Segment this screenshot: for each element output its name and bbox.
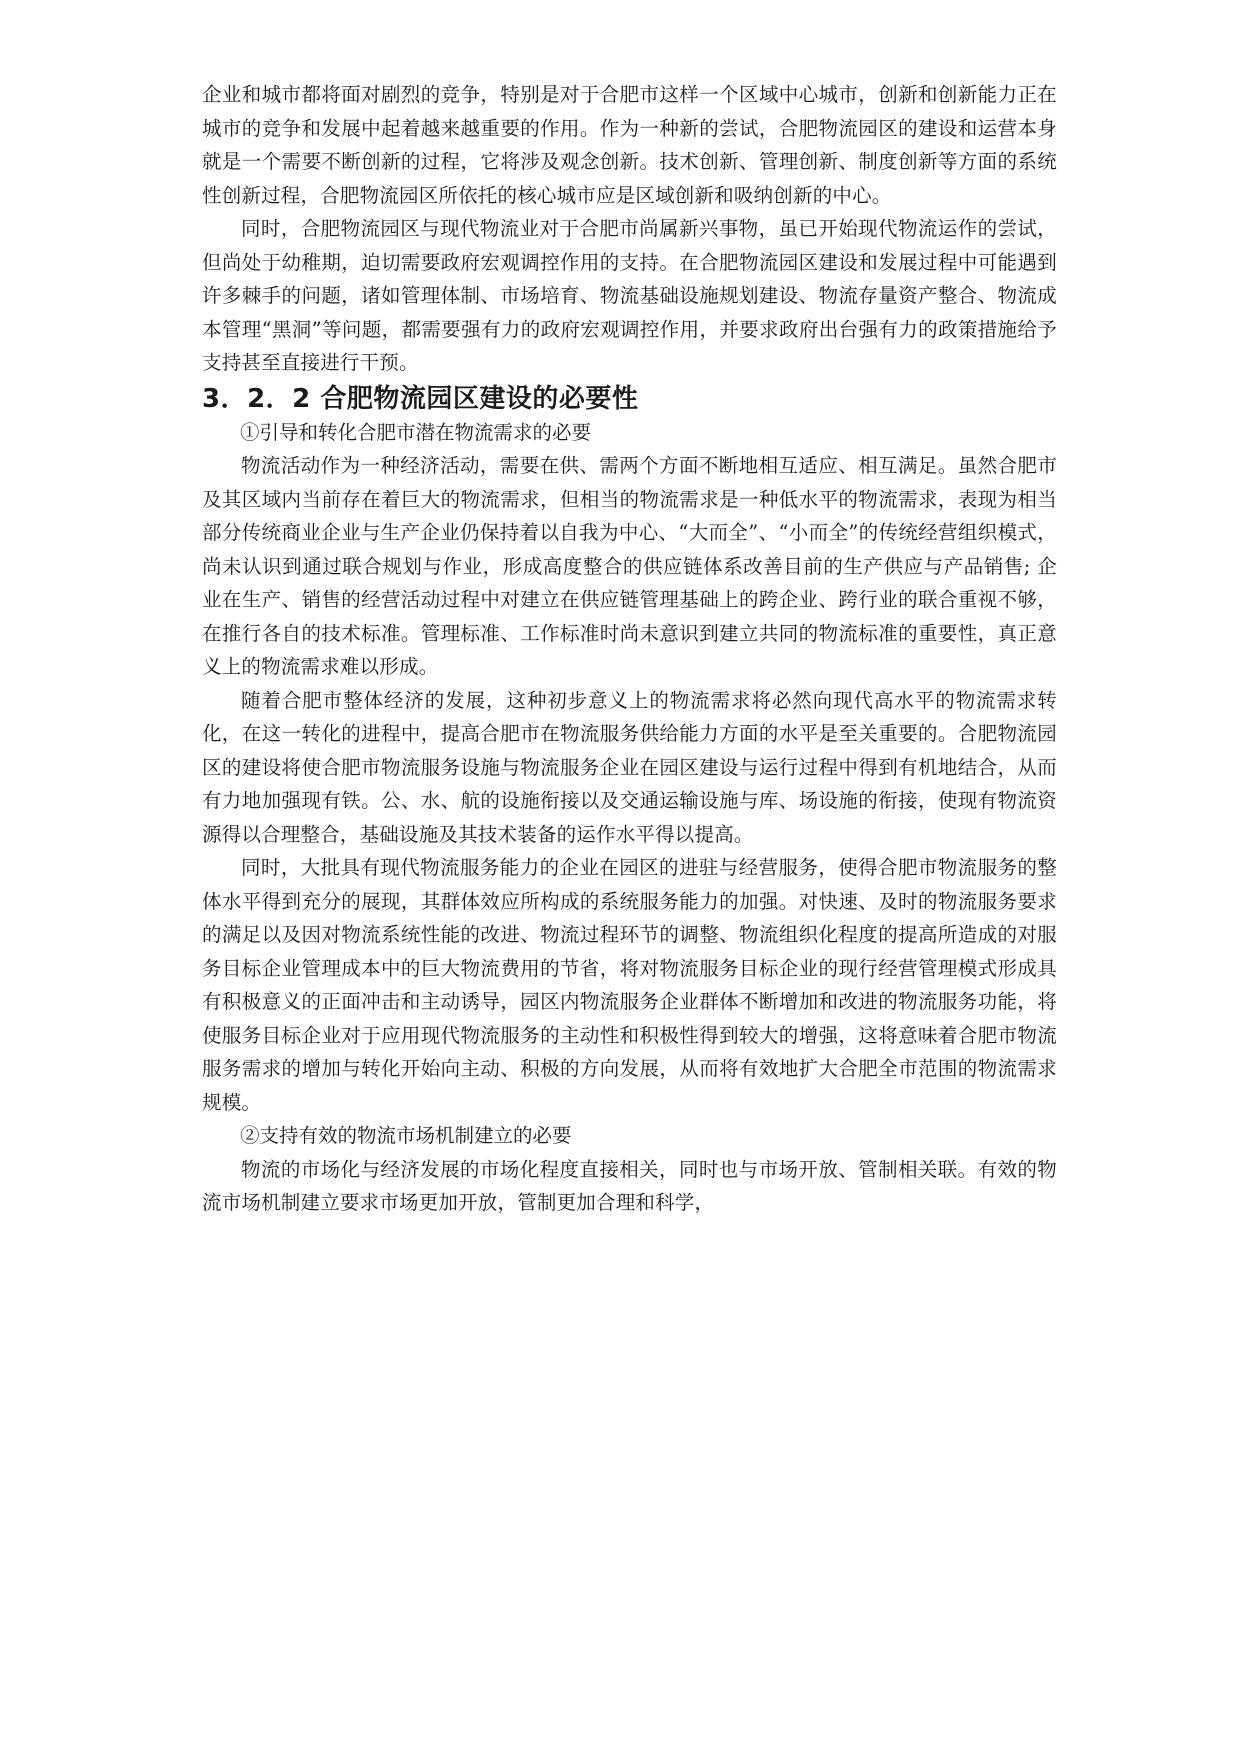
section-heading: 3．2．2 合肥物流园区建设的必要性: [202, 383, 639, 414]
paragraph-intro: 企业和城市都将面对剧烈的竞争，特别是对于合肥市这样一个区域中心城市，创新和创新能力正在城市的竞争和发展中起着越来越重要的作用。作为一种新的尝试，合肥物流园区的建设和运营本身就是一个需要不断创新的过程，它将涉及观念创新。技术创新、管理创新、制度创新等方面的系统性创新过程，合肥物流园区所依托的核心城市应是区域创新和吸纳创新的中心。: [202, 83, 1057, 207]
paragraph-logistics-demand: 物流活动作为一种经济活动，需要在供、需两个方面不断地相互适应、相互满足。虽然合肥市及其区域内当前存在着巨大的物流需求，但相当的物流需求是一种低水平的物流需求，表现为相当部分传统商业企业与生产企业仍保持着以自我为中心、“大而全”、“小而全”的传统经营组织模式，尚未认识到通过联合规划与作业，形成高度整合的供应链体系改善目前的生产供应与产品销售; 企业在生产、销售的经营活动过程中对建立在供应链管理基础上的跨企业、跨行业的联合重视不够，在推行各自的技术标准。管理标准、工作标准时尚未意识到建立共同的物流标准的重要性，真正意义上的物流需求难以形成。: [202, 454, 1057, 678]
paragraph-government-support: 同时，合肥物流园区与现代物流业对于合肥市尚属新兴事物，虽已开始现代物流运作的尝试，但尚处于幼稚期，迫切需要政府宏观调控作用的支持。在合肥物流园区建设和发展过程中可能遇到许多棘手的问题，诸如管理体制、市场培育、物流基础设施规划建设、物流存量资产整合、物流成本管理“黑洞”等问题，都需要强有力的政府宏观调控作用，并要求政府出台强有力的政策措施给予支持甚至直接进行干预。: [202, 217, 1057, 374]
subheading-market-mechanism: ②支持有效的物流市场机制建立的必要: [240, 1124, 572, 1147]
paragraph-market-mechanism: 物流的市场化与经济发展的市场化程度直接相关，同时也与市场开放、管制相关联。有效的物流市场机制建立要求市场更加开放，管制更加合理和科学，: [202, 1157, 1057, 1214]
paragraph-enterprise-services: 同时，大批具有现代物流服务能力的企业在园区的进驻与经营服务，使得合肥市物流服务的整体水平得到充分的展现，其群体效应所构成的系统服务能力的加强。对快速、及时的物流服务要求的满足以及因对物流系统性能的改进、物流过程环节的调整、物流组织化程度的提高所造成的对服务目标企业管理成本中的巨大物流费用的节省，将对物流服务目标企业的现行经营管理模式形成具有积极意义的正面冲击和主动诱导，园区内物流服务企业群体不断增加和改进的物流服务功能，将使服务目标企业对于应用现代物流服务的主动性和积极性得到较大的增强，这将意味着合肥市物流服务需求的增加与转化开始向主动、积极的方向发展，从而将有效地扩大合肥全市范围的物流需求规模。: [202, 856, 1057, 1114]
subheading-demand: ①引导和转化合肥市潜在物流需求的必要: [240, 420, 592, 444]
document-page: [202, 78, 1057, 1220]
paragraph-demand-transformation: 随着合肥市整体经济的发展，这种初步意义上的物流需求将必然向现代高水平的物流需求转化，在这一转化的进程中，提高合肥市在物流服务供给能力方面的水平是至关重要的。合肥物流园区的建设将使合肥市物流服务设施与物流服务企业在园区建设与运行过程中得到有机地结合，从而有力地加强现有铁。公、水、航的设施衔接以及交通运输设施与库、场设施的衔接，使现有物流资源得以合理整合，基础设施及其技术装备的运作水平得以提高。: [202, 688, 1057, 846]
